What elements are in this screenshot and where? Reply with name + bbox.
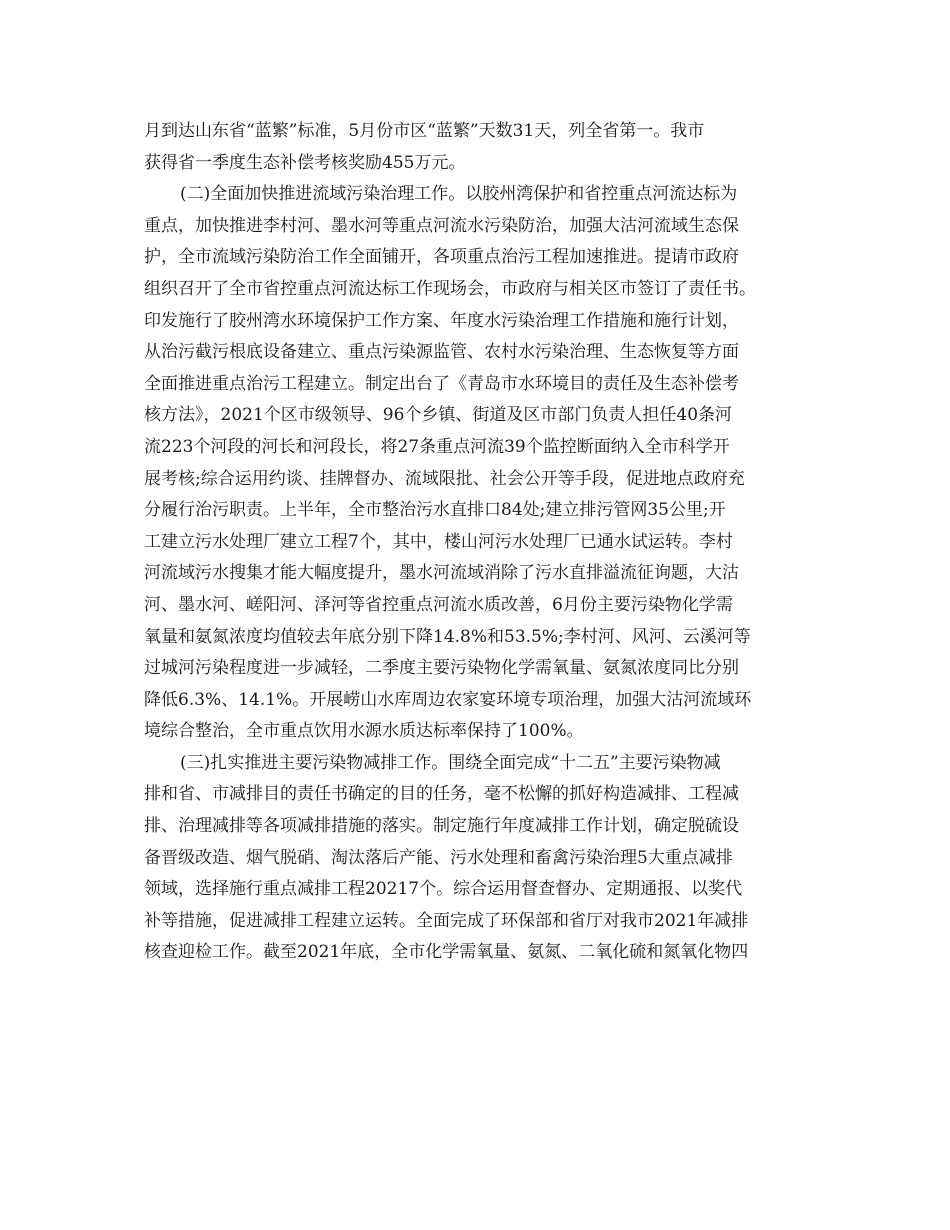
text-line: 工建立污水处理厂建立工程7个，其中，楼山河污水处理厂已通水试运转。李村 [144,531,733,552]
text-line: 月到达山东省“蓝繁”标准，5月份市区“蓝繁”天数31天，列全省第一。我市 [144,121,705,141]
paragraph [144,179,804,748]
text-line: 护，全市流域污染防治工作全面铺开，各项重点治污工程加速推进。提请市政府 [144,247,739,268]
text-line: 获得省一季度生态补偿考核奖励455万元。 [144,152,466,173]
document-body [144,116,804,969]
text-line: 降低6.3%、14.1%。开展崂山水库周边农家宴环境专项治理，加强大沽河流域环 [144,689,752,710]
text-line: (二)全面加快推进流域污染治理工作。以胶州湾保护和省控重点河流达标为 [180,184,738,205]
text-line: 备晋级改造、烟气脱硝、淘汰落后产能、污水处理和畜禽污染治理5大重点减排 [144,847,733,868]
text-line: 过城河污染程度进一步减轻，二季度主要污染物化学需氧量、氨氮浓度同比分别 [144,658,739,679]
text-line: 河流域污水搜集才能大幅度提升，墨水河流域消除了污水直排溢流征询题，大沽 [144,563,739,584]
text-line: 全面推进重点治污工程建立。制定出台了《青岛市水环境目的责任及生态补偿考 [144,373,739,394]
text-line: (三)扎实推进主要污染物减排工作。围绕全面完成“十二五”主要污染物减 [180,752,721,773]
text-line: 印发施行了胶州湾水环境保护工作方案、年度水污染治理工作措施和施行计划， [144,310,739,331]
text-line: 河、墨水河、嵯阳河、泽河等省控重点河流水质改善，6月份主要污染物化学需 [144,594,733,615]
text-line: 组织召开了全市省控重点河流达标工作现场会，市政府与相关区市签订了责任书。 [144,278,756,299]
text-line: 流223个河段的河长和河段长，将27条重点河流39个监控断面纳入全市科学开 [144,436,730,457]
paragraph [144,748,804,969]
text-line: 氧量和氨氮浓度均值较去年底分别下降14.8%和53.5%;李村河、风河、云溪河等 [144,626,751,647]
paragraph [144,116,804,179]
text-line: 补等措施，促进减排工程建立运转。全面完成了环保部和省厅对我市2021年减排 [144,910,749,931]
text-line: 排、治理减排等各项减排措施的落实。制定施行年度减排工作计划，确定脱硫设 [144,816,739,837]
text-line: 从治污截污根底设备建立、重点污染源监管、农村水污染治理、生态恢复等方面 [144,342,739,363]
text-line: 境综合整治，全市重点饮用水源水质达标率保持了100%。 [144,721,584,742]
text-line: 核方法》，2021个区市级领导、96个乡镇、街道及区市部门负责人担任40条河 [144,405,733,426]
text-line: 排和省、市减排目的责任书确定的目的任务，毫不松懈的抓好构造减排、工程减 [144,784,739,805]
text-line: 重点，加快推进李村河、墨水河等重点河流水污染防治，加强大沽河流域生态保 [144,215,739,236]
text-line: 核查迎检工作。截至2021年底，全市化学需氧量、氨氮、二氧化硫和氮氧化物四 [144,942,749,963]
text-line: 展考核;综合运用约谈、挂牌督办、流域限批、社会公开等手段，促进地点政府充 [144,468,745,489]
text-line: 分履行治污职责。上半年，全市整治污水直排口84处;建立排污管网35公里;开 [144,500,726,521]
text-line: 领域，选择施行重点减排工程20217个。综合运用督查督办、定期通报、以奖代 [144,879,743,900]
